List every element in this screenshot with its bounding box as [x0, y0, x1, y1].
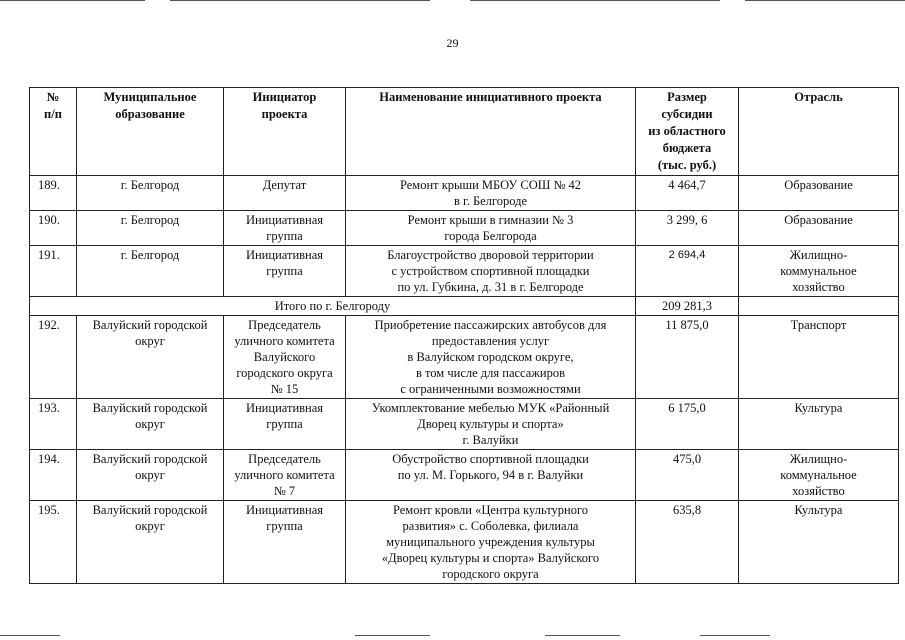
row-initiator: Инициативная группа — [224, 211, 346, 246]
row-sector: Транспорт — [739, 316, 899, 399]
row-project: Приобретение пассажирских автобусов для предоставления услуг в Валуйском городском округе, в том числе для пассажиров с ограниченными возможностями — [346, 316, 636, 399]
row-sector: Жилищно- коммунальное хозяйство — [739, 450, 899, 501]
row-municipality: г. Белгород — [77, 211, 224, 246]
row-initiator: Депутат — [224, 176, 346, 211]
row-num: 195. — [30, 501, 77, 584]
bottom-scan-edge — [0, 635, 905, 636]
table-row — [30, 316, 899, 399]
subsidy-table — [29, 87, 899, 584]
row-project: Ремонт кровли «Центра культурного развития» с. Соболевка, филиала муниципального учреждения культуры «Дворец культуры и спорта» Валуйского городского округа — [346, 501, 636, 584]
header-initiator: Инициатор проекта — [224, 88, 346, 176]
table-row — [30, 450, 899, 501]
total-value: 209 281,3 — [636, 297, 739, 316]
row-subsidy: 2 694,4 — [636, 246, 739, 297]
row-num: 190. — [30, 211, 77, 246]
table-row — [30, 501, 899, 584]
table-row — [30, 399, 899, 450]
row-sector: Культура — [739, 501, 899, 584]
row-subsidy: 475,0 — [636, 450, 739, 501]
row-initiator: Инициативная группа — [224, 399, 346, 450]
row-project: Ремонт крыши в гимназии № 3 города Белгорода — [346, 211, 636, 246]
row-sector: Образование — [739, 176, 899, 211]
row-municipality: Валуйский городской округ — [77, 316, 224, 399]
row-project: Обустройство спортивной площадки по ул. М. Горького, 94 в г. Валуйки — [346, 450, 636, 501]
total-label: Итого по г. Белгороду — [30, 297, 636, 316]
total-empty-cell — [739, 297, 899, 316]
row-initiator: Инициативная группа — [224, 246, 346, 297]
table-row — [30, 211, 899, 246]
row-sector: Образование — [739, 211, 899, 246]
row-initiator: Председатель уличного комитета Валуйского городского округа № 15 — [224, 316, 346, 399]
table-header-row — [30, 88, 899, 176]
row-municipality: г. Белгород — [77, 176, 224, 211]
row-project: Укомплектование мебелью МУК «Районный Дворец культуры и спорта» г. Валуйки — [346, 399, 636, 450]
header-subsidy: Размер субсидии из областного бюджета (тыс. руб.) — [636, 88, 739, 176]
top-scan-edge — [0, 0, 905, 1]
row-subsidy: 11 875,0 — [636, 316, 739, 399]
row-initiator: Инициативная группа — [224, 501, 346, 584]
row-sector: Культура — [739, 399, 899, 450]
row-num: 193. — [30, 399, 77, 450]
header-sector: Отрасль — [739, 88, 899, 176]
header-project: Наименование инициативного проекта — [346, 88, 636, 176]
row-subsidy: 6 175,0 — [636, 399, 739, 450]
header-num: № п/п — [30, 88, 77, 176]
row-num: 191. — [30, 246, 77, 297]
header-municipality: Муниципальное образование — [77, 88, 224, 176]
total-row — [30, 297, 899, 316]
row-sector: Жилищно- коммунальное хозяйство — [739, 246, 899, 297]
row-num: 194. — [30, 450, 77, 501]
row-subsidy: 635,8 — [636, 501, 739, 584]
row-subsidy: 3 299, 6 — [636, 211, 739, 246]
row-project: Ремонт крыши МБОУ СОШ № 42 в г. Белгороде — [346, 176, 636, 211]
page-number: 29 — [446, 36, 459, 50]
row-initiator: Председатель уличного комитета № 7 — [224, 450, 346, 501]
table-row — [30, 246, 899, 297]
row-municipality: г. Белгород — [77, 246, 224, 297]
row-municipality: Валуйский городской округ — [77, 399, 224, 450]
row-municipality: Валуйский городской округ — [77, 501, 224, 584]
row-subsidy: 4 464,7 — [636, 176, 739, 211]
row-num: 192. — [30, 316, 77, 399]
table-row — [30, 176, 899, 211]
row-municipality: Валуйский городской округ — [77, 450, 224, 501]
row-num: 189. — [30, 176, 77, 211]
row-project: Благоустройство дворовой территории с устройством спортивной площадки по ул. Губкина, д. 31 в г. Белгороде — [346, 246, 636, 297]
